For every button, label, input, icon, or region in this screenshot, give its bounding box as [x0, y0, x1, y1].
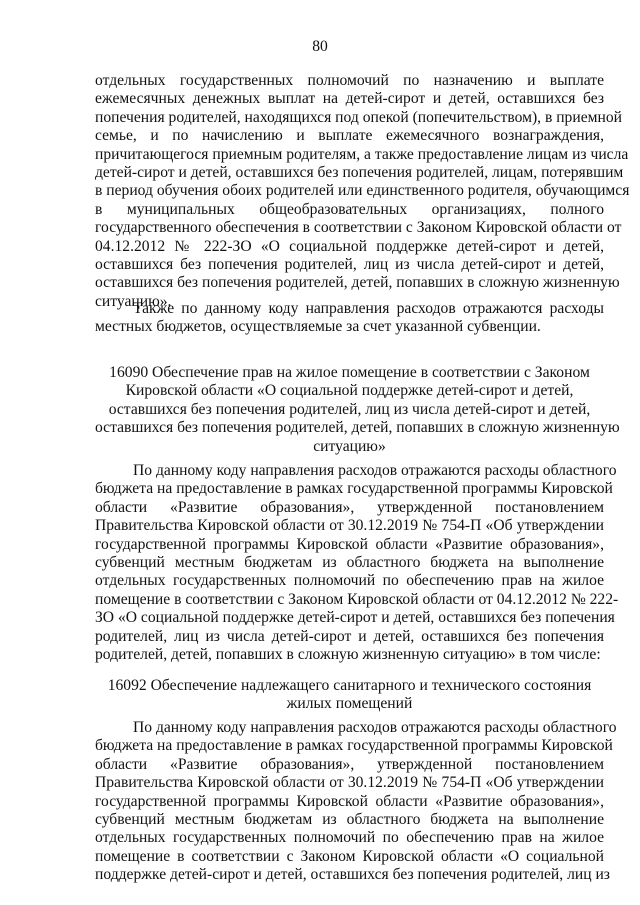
text-line: поддержке детей-сирот и детей, оставшихся без попечения родителей, лиц из: [95, 866, 610, 884]
text-line: отдельных государственных полномочий по обеспечению прав на жилое: [95, 572, 604, 590]
text-line: родителей, лиц из числа детей-сирот и детей, оставшихся без попечения: [95, 627, 604, 645]
text-line: бюджета на предоставление в рамках государственной программы Кировской: [95, 737, 613, 755]
text-line: Кировской области «О социальной поддержке детей-сирот и детей,: [125, 382, 574, 400]
section-heading-16090: [95, 364, 620, 456]
text-line: помещение в соответствии с Законом Кировской области от 04.12.2012 № 222-: [95, 590, 619, 608]
text-line: ситуацию»: [313, 437, 386, 455]
text-line: 04.12.2012 № 222-ЗО «О социальной поддержке детей-сирот и детей,: [95, 237, 604, 255]
text-line: попечения родителей, находящихся под опекой (попечительством), в приемной: [95, 108, 622, 126]
text-line: оставшихся без попечения родителей, детей, попавших в сложную жизненную: [95, 419, 620, 437]
text-line: государственного обеспечения в соответствии с Законом Кировской области от: [95, 219, 622, 237]
paragraph-subvention-note: [95, 300, 604, 337]
text-line: в период обучения обоих родителей или единственного родителя, обучающимся: [95, 182, 630, 200]
text-line: отдельных государственных полномочий по назначению и выплате: [95, 72, 604, 89]
text-line: области «Развитие образования», утвержденной постановлением: [95, 498, 604, 516]
text-line: семье, и по начислению и выплате ежемесячного вознаграждения,: [95, 127, 604, 145]
text-line: Правительства Кировской области от 30.12.2019 № 754-П «Об утверждении: [95, 774, 604, 792]
text-line: детей-сирот и детей, оставшихся без попечения родителей, лицам, потерявшим: [95, 164, 624, 182]
text-line: причитающегося приемным родителям, а также предоставление лицам из числа: [95, 145, 629, 163]
text-line: Также по данному коду направления расходов отражаются расходы: [133, 300, 604, 317]
text-line: в муниципальных общеобразовательных организациях, полного: [95, 200, 604, 218]
text-line: области «Развитие образования», утвержденной постановлением: [95, 755, 604, 773]
text-line: бюджета на предоставление в рамках государственной программы Кировской: [95, 480, 613, 498]
text-line: По данному коду направления расходов отражаются расходы областного: [133, 719, 617, 736]
text-line: помещение в соответствии с Законом Кировской области «О социальной: [95, 847, 604, 865]
page-number: 80: [312, 38, 328, 55]
text-line: оставшихся без попечения родителей, лиц из числа детей-сирот и детей,: [108, 400, 591, 418]
text-line: ситуацию».: [95, 292, 172, 310]
text-line: 16090 Обеспечение прав на жилое помещение в соответствии с Законом: [109, 364, 590, 381]
text-line: субвенций местным бюджетам из областного бюджета на выполнение: [95, 554, 604, 572]
text-line: оставшихся без попечения родителей, лиц из числа детей-сирот и детей,: [95, 256, 604, 274]
text-line: ЗО «О социальной поддержке детей-сирот и детей, оставшихся без попечения: [95, 609, 615, 627]
text-line: жилых помещений: [286, 695, 413, 713]
text-line: 16092 Обеспечение надлежащего санитарного и технического состояния: [107, 677, 592, 694]
section-heading-16092: [95, 677, 604, 714]
text-line: родителей, детей, попавших в сложную жизненную ситуацию» в том числе:: [95, 646, 601, 664]
text-line: отдельных государственных полномочий по обеспечению прав на жилое: [95, 829, 604, 847]
text-line: государственной программы Кировской области «Развитие образования»,: [95, 535, 604, 553]
text-line: оставшихся без попечения родителей, детей, попавших в сложную жизненную: [95, 274, 620, 292]
text-line: государственной программы Кировской области «Развитие образования»,: [95, 792, 604, 810]
text-line: субвенций местным бюджетам из областного бюджета на выполнение: [95, 811, 604, 829]
paragraph-continuation: [95, 72, 630, 311]
text-line: По данному коду направления расходов отражаются расходы областного: [133, 462, 617, 479]
paragraph-16092-description: [95, 719, 617, 885]
text-line: Правительства Кировской области от 30.12.2019 № 754-П «Об утверждении: [95, 517, 604, 535]
text-line: местных бюджетов, осуществляемые за счет указанной субвенции.: [95, 318, 541, 336]
paragraph-16090-description: [95, 462, 619, 664]
text-line: ежемесячных денежных выплат на детей-сирот и детей, оставшихся без: [95, 90, 604, 108]
